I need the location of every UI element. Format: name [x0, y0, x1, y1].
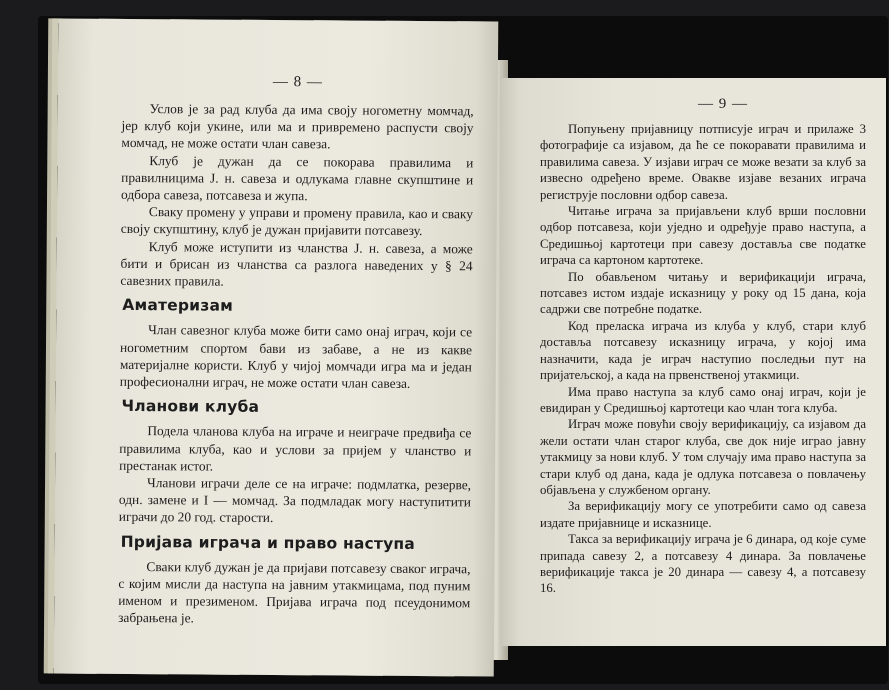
left-page-text — [118, 100, 474, 629]
right-page-number: — 9 — — [698, 96, 748, 112]
paragraph: Играч може повући своју верификацију, са изјавом да жели остати члан старог клуба, све док није играо јавну утакмицу за нови клуб. У том случају има право наступа за стари клуб од дана, када је одлука потсавеза о повлачењу објављена у службеном органу. — [540, 417, 866, 497]
paragraph: Такса за верификацију играча је 6 динара, од које суме припада савезу 2, а потсавезу 4 динара. За повлачење верификације такса је 20 динара — савезу 4, а потсавезу 16. — [540, 532, 866, 596]
paragraph: Сваку промену у управи и промену правила, као и сваку своју скупштину, клуб је дужан пријавити потсавезу. — [120, 204, 473, 239]
section-heading-player-registration: Пријава играча и право наступа — [120, 532, 416, 553]
right-page-column — [540, 78, 866, 597]
paragraph: Има право наступа за клуб само онај играч, који је евидиран у Средишњој картотеци као члан тога клуба. — [540, 384, 866, 415]
paragraph: Клуб може иступити из чланства Ј. н. савеза, а може бити и брисан из чланства са разлога наведених у § 24 савезних правила. — [120, 238, 473, 289]
paragraph: Члан савезног клуба може бити само онај играч, који се ногометним спортом бави из забаве, а не из какве материјалне користи. Клуб у чијој момчади игра ма и један професионални играч, не може остати члан савеза. — [119, 322, 473, 391]
paragraph: За верификацију могу се употребити само од савеза издате пријавнице и исказнице. — [540, 499, 866, 530]
paragraph: Попуњену пријавницу потписује играч и прилаже 3 фотографије са изјавом, да ће се покоравати правилима и правилима савеза. У изјави играч се може везати за клуб за извесно одређено време. Овакве изјаве везаних играча региструје пословни одбор савеза. — [540, 122, 866, 202]
left-page — [54, 18, 499, 676]
paragraph: По обављеном читању и верификацији играча, потсавез истом издаје исказницу у року од 15 дана, која садржи све потребне податке. — [540, 269, 866, 317]
paragraph: Сваки клуб дужан је да пријави потсавезу сваког играча, с којим мисли да наступа на јавним утакмицама, под пуним именом и презименом. Пријава играча под псеудонимом забрањена је. — [118, 558, 471, 626]
open-booklet — [36, 10, 886, 682]
section-heading-club-members: Чланови клуба — [121, 397, 260, 417]
section-heading-amateurism: Аматеризам — [122, 296, 234, 315]
paragraph: Подела чланова клуба на играче и неиграче предвиђа се правилима клуба, као и услови за пријем у чланство и престанак истог. — [119, 423, 472, 474]
paragraph: Читање играча за пријављени клуб врши пословни одбор потсавеза, који уједно и одређује право наступа, а Средишњој картотеци при савезу доставља све податке играча са картоном картотеке. — [540, 204, 866, 268]
right-page — [500, 78, 886, 646]
paragraph: Услов је за рад клуба да има своју ногометну момчад, јер клуб који укине, или ма и привремено распусти своју момчад, не може остати члан савеза. — [121, 101, 474, 152]
right-page-text — [540, 121, 866, 597]
paragraph: Чланови играчи деле се на играче: подмлатка, резерве, одн. замене и I — момчад. За подмладак могу наступитити играчи до 20 год. старости. — [118, 475, 472, 526]
left-page-number: — 8 — — [272, 73, 323, 91]
paragraph: Код преласка играча из клуба у клуб, стари клуб доставља потсавезу исказницу играча, у којој има назначити, када је играч наступио последњи пут на пријатељској, а када на првенственој утакмици. — [540, 318, 866, 383]
paragraph: Клуб је дужан да се покорава правилима и правилницима Ј. н. савеза и одлукама главне скупштине и одбора савеза, потсавеза и жупа. — [121, 152, 474, 204]
left-page-column — [118, 73, 474, 629]
